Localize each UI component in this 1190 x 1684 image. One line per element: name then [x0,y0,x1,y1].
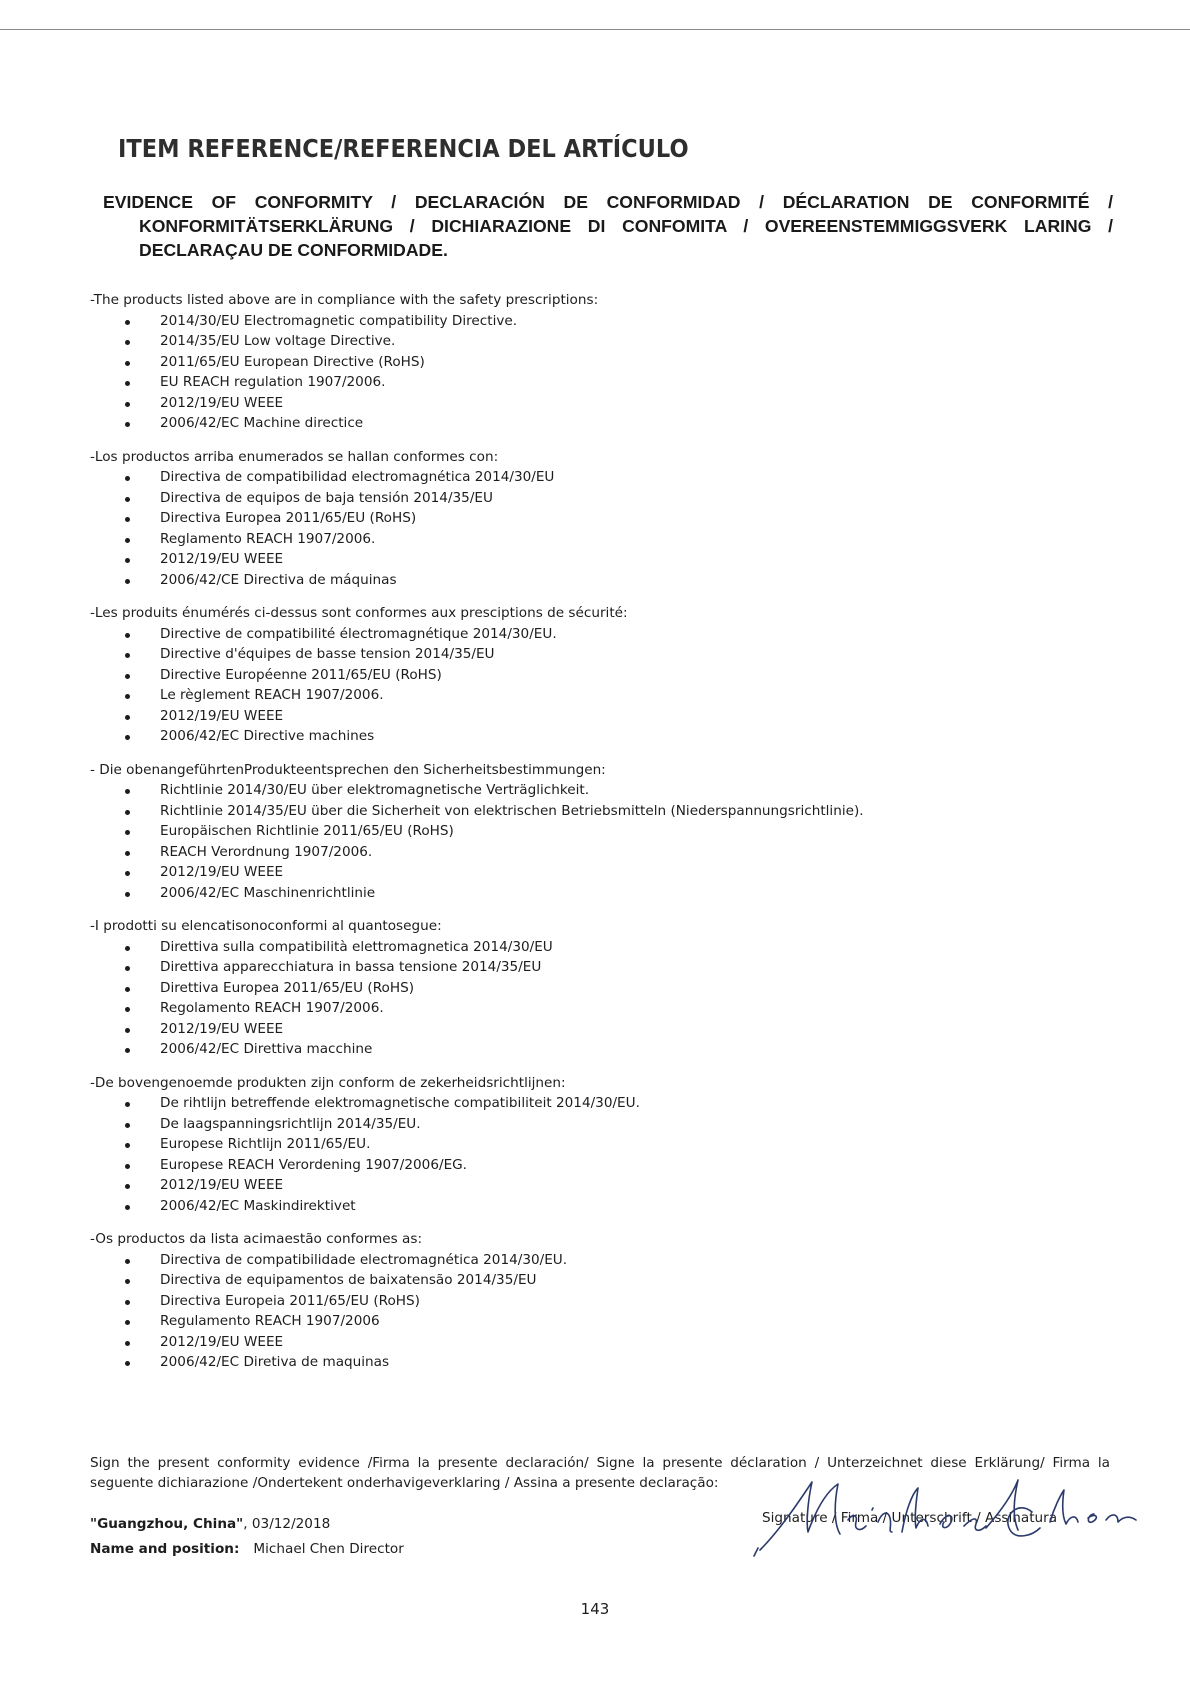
directive-text: Directiva Europeia 2011/65/EU (RoHS) [160,1292,420,1309]
directive-item [90,1311,1090,1332]
directive-text: 2006/42/EC Diretiva de maquinas [160,1354,390,1370]
directive-text: Directiva de compatibilidade electromagnética 2014/30/EU. [160,1251,568,1268]
directive-item [90,508,1090,529]
bullet-icon [125,966,130,971]
directive-item [90,821,1090,842]
compliance-section [90,760,1090,904]
bullet-icon [125,851,130,856]
directive-item [90,549,1090,570]
compliance-section [90,447,1090,591]
compliance-section [90,290,1090,434]
directive-text: Directiva Europea 2011/65/EU (RoHS) [160,510,417,526]
bullet-icon [125,476,130,481]
place-date [90,1516,330,1532]
bullet-icon [125,381,130,386]
page-number: 143 [580,1600,610,1618]
bullet-icon [125,735,130,740]
directive-text: Reglamento REACH 1907/2006. [160,530,376,547]
directive-text: Directive de compatibilité électromagnétique 2014/30/EU. [160,625,557,642]
directive-item [90,957,1090,978]
bullet-icon [125,694,130,699]
bullet-icon [125,1184,130,1189]
compliance-section [90,916,1090,1060]
directive-list [90,467,1090,590]
bullet-icon [125,674,130,679]
bullet-icon [125,558,130,563]
directive-text: 2006/42/EC Maschinenrichtlinie [160,884,376,901]
bullet-icon [125,871,130,876]
directive-item [90,624,1090,645]
compliance-section [90,603,1090,747]
directive-item [90,1352,1090,1373]
directive-text: Richtlinie 2014/35/EU über die Sicherheit von elektrischen Betriebsmitteln (Niederspannungsrichtlinie). [160,802,864,819]
directive-text: 2012/19/EU WEEE [160,1177,284,1193]
place: "Guangzhou, China" [90,1516,244,1532]
directive-item [90,529,1090,550]
bullet-icon [125,402,130,407]
bullet-icon [125,517,130,522]
directive-text: Direttiva Europea 2011/65/EU (RoHS) [160,979,415,996]
directive-item [90,1332,1090,1353]
directive-item [90,570,1090,591]
compliance-section [90,1073,1090,1217]
bullet-icon [125,1007,130,1012]
evidence-heading [103,190,1113,262]
directive-text: 2012/19/EU WEEE [160,394,284,411]
bullet-icon [125,1028,130,1033]
directive-item [90,706,1090,727]
directive-text: Le règlement REACH 1907/2006. [160,687,384,703]
bullet-icon [125,497,130,502]
directive-item [90,393,1090,414]
bullet-icon [125,946,130,951]
evidence-heading-line-3: DECLARAÇAU DE CONFORMIDADE. [139,240,448,260]
bullet-icon [125,1341,130,1346]
section-intro: -Los productos arriba enumerados se hallan conformes con: [90,448,499,465]
directive-item [90,413,1090,434]
directive-item [90,685,1090,706]
directive-text: 2012/19/EU WEEE [160,1333,284,1350]
directive-item [90,998,1090,1019]
directive-item [90,488,1090,509]
directive-item [90,1270,1090,1291]
directive-item [90,1250,1090,1271]
directive-item [90,1114,1090,1135]
directive-list [90,1093,1090,1216]
directive-text: Regolamento REACH 1907/2006. [160,1000,384,1016]
directive-item [90,842,1090,863]
name-position-label: Name and position: [90,1541,240,1557]
evidence-heading-line-1: EVIDENCE OF CONFORMITY / DECLARACIÓN DE CONFORMIDAD / DÉCLARATION DE CONFORMITÉ / [103,192,1113,212]
bullet-icon [125,1259,130,1264]
directive-text: 2012/19/EU WEEE [160,707,284,724]
sign-statement: Sign the present conformity evidence /Firma la presente declaración/ Signe la presente déclaration / Unterzeichnet diese Erklärung/ Firma la seguente dichiarazione /Ondertekent onderhavigeverklaring / Assina a presente declaração: [90,1455,1110,1491]
bullet-icon [125,1102,130,1107]
page-title: ITEM REFERENCE/REFERENCIA DEL ARTÍCULO [118,134,689,163]
bullet-icon [125,830,130,835]
directive-text: Europese Richtlijn 2011/65/EU. [160,1136,371,1152]
bullet-icon [125,579,130,584]
directive-text: 2006/42/EC Directive machines [160,728,375,744]
bullet-icon [125,320,130,325]
directive-item [90,1291,1090,1312]
directive-list [90,311,1090,434]
section-intro: -De bovengenoemde produkten zijn conform de zekerheidsrichtlijnen: [90,1074,566,1091]
directive-item [90,1175,1090,1196]
bullet-icon [125,1048,130,1053]
directive-text: Regulamento REACH 1907/2006 [160,1313,380,1329]
bullet-icon [125,789,130,794]
directive-text: Directive Européenne 2011/65/EU (RoHS) [160,666,442,683]
section-intro: - Die obenangeführtenProdukteentsprechen den Sicherheitsbestimmungen: [90,761,606,778]
bullet-icon [125,1361,130,1366]
directive-item [90,644,1090,665]
directive-text: REACH Verordnung 1907/2006. [160,843,373,860]
evidence-heading-line-2: KONFORMITÄTSERKLÄRUNG / DICHIARAZIONE DI CONFOMITA / OVEREENSTEMMIGGSVERK LARING / [139,216,1113,236]
directive-item [90,978,1090,999]
directive-list [90,937,1090,1060]
bullet-icon [125,1143,130,1148]
date: , 03/12/2018 [243,1516,331,1532]
directive-item [90,331,1090,352]
signature-label: Signature / Firma / Unterschrift / Assinatura [762,1510,1058,1526]
section-intro: -Os productos da lista acimaestão conformes as: [90,1231,423,1247]
directive-text: 2014/35/EU Low voltage Directive. [160,333,396,349]
directive-text: 2014/30/EU Electromagnetic compatibility Directive. [160,312,518,329]
bullet-icon [125,810,130,815]
compliance-section [90,1229,1090,1373]
directive-item [90,1039,1090,1060]
directive-item [90,1093,1090,1114]
directive-text: 2006/42/EC Machine directice [160,415,364,431]
directive-item [90,801,1090,822]
bullet-icon [125,361,130,366]
directive-text: 2006/42/CE Directiva de máquinas [160,571,397,588]
bullet-icon [125,1123,130,1128]
directive-text: 2006/42/EC Maskindirektivet [160,1197,356,1214]
bullet-icon [125,653,130,658]
directive-item [90,862,1090,883]
bullet-icon [125,892,130,897]
bullet-icon [125,1300,130,1305]
section-intro: -I prodotti su elencatisonoconformi al quantosegue: [90,918,442,934]
directive-text: EU REACH regulation 1907/2006. [160,374,386,390]
directive-item [90,1155,1090,1176]
directive-item [90,937,1090,958]
bullet-icon [125,715,130,720]
section-intro: -Les produits énumérés ci-dessus sont conformes aux presciptions de sécurité: [90,605,628,621]
section-intro: -The products listed above are in compliance with the safety prescriptions: [90,292,599,308]
directive-list [90,624,1090,747]
directive-text: Direttiva sulla compatibilità elettromagnetica 2014/30/EU [160,938,553,955]
directive-item [90,1134,1090,1155]
directive-text: De laagspanningsrichtlijn 2014/35/EU. [160,1115,421,1132]
name-position-value: Michael Chen Director [253,1541,404,1557]
directive-text: Directiva de equipos de baja tensión 2014/35/EU [160,489,493,506]
bullet-icon [125,1279,130,1284]
bullet-icon [125,1205,130,1210]
directive-text: 2012/19/EU WEEE [160,864,284,880]
directive-text: 2006/42/EC Direttiva macchine [160,1041,373,1057]
bullet-icon [125,1164,130,1169]
directive-item [90,372,1090,393]
directive-text: Directiva de compatibilidad electromagnética 2014/30/EU [160,469,555,485]
directive-text: Richtlinie 2014/30/EU über elektromagnetische Verträglichkeit. [160,782,590,798]
directive-text: Europäischen Richtlinie 2011/65/EU (RoHS) [160,823,454,839]
directive-item [90,1196,1090,1217]
handwritten-signature [750,1470,1150,1560]
bullet-icon [125,1320,130,1325]
directive-text: De rihtlijn betreffende elektromagnetische compatibiliteit 2014/30/EU. [160,1095,640,1111]
directive-text: 2012/19/EU WEEE [160,1020,284,1037]
bullet-icon [125,538,130,543]
directive-item [90,726,1090,747]
directive-item [90,883,1090,904]
directive-item [90,311,1090,332]
bullet-icon [125,633,130,638]
bullet-icon [125,987,130,992]
name-and-position [90,1541,404,1557]
directive-item [90,352,1090,373]
directive-text: Direttiva apparecchiatura in bassa tensione 2014/35/EU [160,959,542,975]
directive-item [90,1019,1090,1040]
directive-text: 2011/65/EU European Directive (RoHS) [160,353,425,370]
bullet-icon [125,422,130,427]
bullet-icon [125,340,130,345]
compliance-sections [90,290,1090,1386]
directive-text: 2012/19/EU WEEE [160,551,284,567]
directive-text: Directive d'équipes de basse tension 2014/35/EU [160,646,495,662]
directive-list [90,1250,1090,1373]
directive-item [90,780,1090,801]
directive-list [90,780,1090,903]
directive-text: Directiva de equipamentos de baixatensão 2014/35/EU [160,1272,537,1288]
directive-item [90,665,1090,686]
directive-item [90,467,1090,488]
directive-text: Europese REACH Verordening 1907/2006/EG. [160,1156,468,1173]
top-rule [0,29,1190,30]
